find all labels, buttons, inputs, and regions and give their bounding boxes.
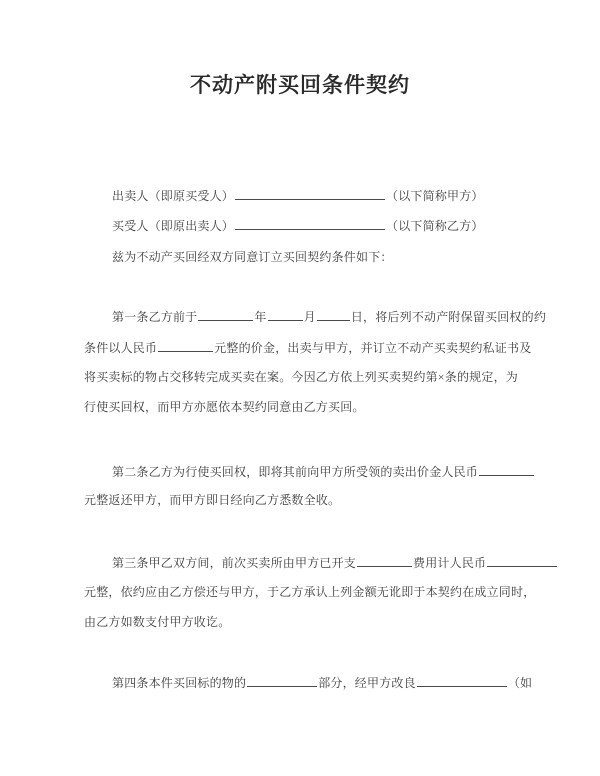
preamble-text: 兹为不动产买回经双方同意订立买回契约条件如下： [112,250,393,264]
party-a-name-blank [235,188,385,200]
clause-1-line-1 [112,309,546,324]
property-part-blank [247,675,317,687]
clause-2-text: 元整返还甲方，而甲方即日经向乙方悉数全收。 [84,493,341,507]
expense-amount-blank [487,555,557,567]
party-a-line [112,188,484,203]
clause-1-text: 日，将后列不动产附保留买回权的约 [350,310,547,324]
party-a-alias: （以下简称甲方） [386,189,484,203]
clause-1-line-3 [84,370,518,384]
clause-1-line-4 [84,400,365,414]
clause-3-text: 由乙方如数支付甲方收讫。 [84,615,231,629]
clause-4-text: 部分，经甲方改良 [318,676,416,690]
year-blank [198,309,253,321]
expense-type-blank [357,555,412,567]
clause-1-text: 第一条乙方前于 [112,310,198,324]
clause-1-text: 行使买回权，而甲方亦愿依本契约同意由乙方买回。 [84,400,365,414]
party-b-name-blank [235,218,385,230]
clause-4-text: （如 [507,676,533,690]
clause-1-text: 将买卖标的物占交移转完成买卖在案。今因乙方依上列买卖契约第×条的规定，为 [84,370,518,384]
preamble-line [112,250,393,264]
party-b-line [112,218,484,233]
clause-2-line-2 [84,493,340,507]
clause-1-text: 元整的价金，出卖与甲方，并订立不动产买卖契约私证书及 [214,341,532,355]
day-blank [317,309,350,321]
clause-4-line-1 [112,675,532,690]
repurchase-price-blank [479,464,534,476]
party-a-label: 出卖人（即原买受人） [112,189,235,203]
clause-1-text: 条件以人民币 [84,341,158,355]
clause-2-line-1 [112,464,535,479]
clause-3-text: 元整，依约应由乙方偿还与甲方，于乙方承认上列金额无讹即于本契约在成立同时， [84,585,536,599]
clause-3-line-1 [112,555,558,570]
clause-3-text: 第三条甲乙双方间，前次买卖所由甲方已开支 [112,556,357,570]
party-b-alias: （以下简称乙方） [386,219,484,233]
clause-3-text: 费用计人民币 [413,556,487,570]
clause-3-line-3 [84,615,230,629]
clause-2-text: 第二条乙方为行使买回权，即将其前向甲方所受领的卖出价金人民币 [112,465,479,479]
improvement-blank [417,675,507,687]
month-label: 月 [303,310,316,324]
clause-1-line-2 [84,340,531,355]
clause-3-line-2 [84,585,535,599]
clause-4-text: 第四条本件买回标的物的 [112,676,247,690]
month-blank [268,309,303,321]
document-title: 不动产附买回条件契约 [190,74,410,97]
party-b-label: 买受人（即原出卖人） [112,219,235,233]
year-label: 年 [254,310,267,324]
original-price-blank [158,340,213,352]
